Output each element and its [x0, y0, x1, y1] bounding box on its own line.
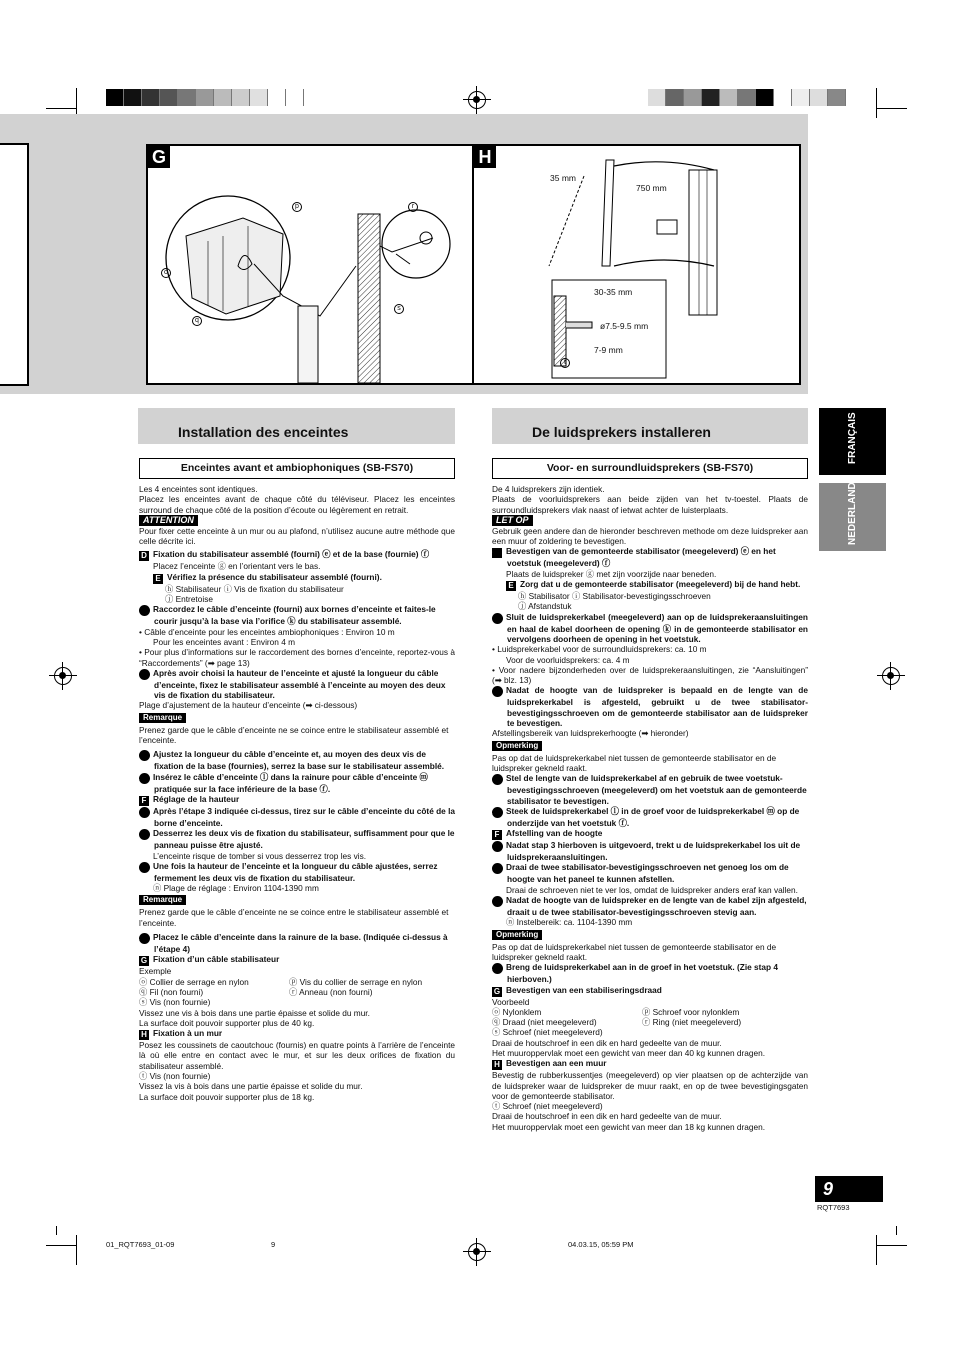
nl-g-text-1: Draai de houtschroef in een dik en hard gedeelte van de muur. [492, 1037, 722, 1048]
f-step-1-icon: 1 [139, 807, 150, 818]
dim-7-9mm: 7-9 mm [594, 345, 623, 355]
callout-q: q [192, 316, 202, 326]
fr-d-title: Fixation du stabilisateur assemblé (fourni) ⓔ et de la base (fournie) ⓕ [153, 549, 430, 560]
nl-g-o: ⓞ Nylonklem [492, 1006, 542, 1017]
step-2-icon: 2 [139, 669, 150, 680]
fr-intro-1: Les 4 enceintes sont identiques. [139, 484, 258, 494]
figure-h [472, 144, 801, 385]
fr-g-q: ⓠ Fil (non fourni) [139, 986, 204, 997]
fr-f-2: Desserrez les deux vis de fixation du stabilisateur, suffisamment pour que le panneau puisse être ajusté. [153, 828, 455, 851]
square-g-icon: G [140, 956, 148, 966]
nl-step-1-b1b: Voor de voorluidsprekers: ca. 4 m [506, 654, 630, 665]
fr-remarque-badge-2: Remarque [139, 895, 186, 905]
fr-e-items: ⓗ Stabilisateur ⓘ Vis de fixation du stabilisateur [165, 583, 344, 594]
color-bar-left [106, 89, 304, 106]
registration-mark-top [468, 91, 486, 109]
fr-step-2-sub: Plage d’ajustement de la hauteur d’enceinte (➡ ci-dessous) [139, 700, 358, 711]
registration-mark-bottom [468, 1243, 486, 1261]
callout-s: s [394, 304, 404, 314]
nl-g-example: Voorbeeld [492, 996, 530, 1007]
nl-intro-2: Plaats de voorluidsprekers aan beide zijden van het tv-toestel. Plaats de surroundluidsprekers vlak naast of ietwat achter de luisterplaats. [492, 494, 808, 515]
fr-f-3-sub: ⓝ Plage de réglage : Environ 1104-1390 mm [153, 883, 319, 894]
nl-f-1: Nadat stap 3 hierboven is uitgevoerd, trekt u de luidsprekerkabel los uit de luidsprekeraansluitingen. [506, 840, 801, 863]
square-f-icon: F [492, 830, 502, 840]
fr-g-o: ⓞ Collier de serrage en nylon [139, 976, 249, 987]
nl-h-title: Bevestigen aan een muur [506, 1058, 607, 1069]
nl-opmerking-2: Pas op dat de luidsprekerkabel niet tussen de gemonteerde stabilisator en de luidspreker gekneld raakt. [492, 941, 777, 962]
fr-g-p: ⓟ Vis du collier de serrage en nylon [289, 976, 423, 987]
tab-nederlands [819, 475, 886, 551]
nl-g-r: ⓡ Ring (niet meegeleverd) [642, 1017, 742, 1028]
section-title-fr: Installation des enceintes [138, 408, 455, 444]
fr-g-r: ⓡ Anneau (non fourni) [289, 986, 373, 997]
fr-step-1-b1b: Pour les enceintes avant : Environ 4 m [153, 636, 296, 647]
nl-step-1: Sluit de luidsprekerkabel (meegeleverd) aan op de luidsprekeraansluitingen en haal de kabel doorheen de opening ⓚ in de gemonteerde stabilisator en vervolgens doorheen de opening in het voetstuk. [506, 611, 808, 644]
nl-g-q: ⓠ Draad (niet meegeleverd) [492, 1017, 597, 1028]
fr-remarque-1: Prenez garde que le câble d’enceinte ne se coince entre le stabilisateur assemblé et l’enceinte. [139, 724, 449, 746]
fr-step-1-b2: • Pour plus d’informations sur le raccordement des bornes d’enceinte, reportez-vous à “Raccordements” (➡ page 13) [139, 647, 455, 668]
square-d-icon: D [492, 548, 502, 558]
subtitle-nl: Voor- en surroundluidsprekers (SB-FS70) [492, 458, 808, 479]
tab-francais-label: FRANÇAIS [847, 412, 858, 464]
nl-h-text-2: Draai de houtschroef in een dik en hard gedeelte van de muur. [492, 1111, 722, 1122]
footer-file: 01_RQT7693_01-09 [106, 1240, 175, 1249]
f-step-4-icon: 4 [492, 963, 503, 974]
column-fr [134, 484, 456, 1102]
fr-step-2: Après avoir choisi la hauteur de l’enceinte et ajusté la longueur du câble d’enceinte, fixez le stabilisateur assemblé à l’enceinte au moyen des deux vis de fixation du stabilisateur. [153, 667, 446, 701]
nl-e-title: Zorg dat u de gemonteerde stabilisator (meegeleverd) bij de hand hebt. [520, 579, 801, 590]
figure-g [146, 144, 474, 385]
nl-e-items: ⓗ Stabilisator ⓘ Stabilisator-bevestigingsschroeven [518, 591, 711, 602]
subtitle-fr: Enceintes avant et ambiophoniques (SB-FS70) [139, 458, 455, 479]
nl-step-1-b2: • Voor nadere bijzonderheden over de luidsprekeraansluitingen, zie “Aansluitingen” (➡ blz. 13) [492, 664, 808, 686]
dim-30-35mm: 30-35 mm [594, 287, 633, 297]
nl-step-2-sub: Afstellingsbereik van luidsprekerhoogte (➡ hieronder) [492, 728, 689, 739]
square-h-icon: H [492, 1060, 502, 1070]
fr-g-text-1: Vissez une vis à bois dans une partie épaisse et solide du mur. [139, 1007, 370, 1018]
step-4-icon: 4 [492, 807, 503, 818]
nl-f-2: Draai de twee stabilisator-bevestigingsschroeven net genoeg los om de hoogte van het paneel te kunnen afstellen. [506, 862, 789, 885]
f-step-2-icon: 2 [139, 829, 150, 840]
fr-h-title: Fixation à un mur [153, 1028, 223, 1039]
step-3-icon: 3 [139, 750, 150, 761]
fr-h-text-1: Posez les coussinets de caoutchouc (fournis) en quatre points à l’arrière de l’enceinte là où elle entre en contact avec le mur, et sur les deux orifices de fixation du stabilisateur assemblé. [139, 1040, 455, 1071]
fr-h-text-2: Vissez la vis à bois dans une partie épaisse et solide du mur. [139, 1081, 363, 1092]
fr-remarque-badge-1: Remarque [139, 713, 186, 723]
registration-mark-right [882, 667, 900, 685]
square-e-icon: E [506, 581, 516, 591]
doc-code: RQT7693 [817, 1203, 850, 1212]
fr-f-title: Réglage de la hauteur [153, 793, 240, 804]
f-step-2-icon: 2 [492, 863, 503, 874]
nl-d-title: Bevestigen van de gemonteerde stabilisator (meegeleverd) ⓔ en het voetstuk (meegeleverd) ⓕ [506, 546, 776, 569]
fr-step-3: Ajustez la longueur du câble d’enceinte et, au moyen des deux vis de fixation de la base (fournies), serrez la base sur le stabilisateur assemblé. [153, 749, 445, 772]
nl-h-t: ⓣ Schroef (niet meegeleverd) [492, 1101, 603, 1112]
registration-mark-left [54, 667, 72, 685]
f-step-3-icon: 3 [492, 896, 503, 907]
fr-remarque-2: Prenez garde que le câble d’enceinte ne se coince entre le stabilisateur assemblé et l’enceinte. [139, 907, 449, 928]
nl-intro-1: De 4 luidsprekers zijn identiek. [492, 484, 605, 494]
nl-g-s: ⓢ Schroef (niet meegeleverd) [492, 1027, 603, 1038]
nl-opmerking-badge-1: Opmerking [492, 741, 542, 751]
fr-step-1: Raccordez le câble d’enceinte (fourni) aux bornes d’enceinte et faites-le courir jusqu’à la base via l’orifice ⓚ du stabilisateur assemblé. [153, 604, 436, 627]
nl-f-3-sub: ⓝ Instelbereik: ca. 1104-1390 mm [506, 917, 633, 928]
nl-step-3: Stel de lengte van de luidsprekerkabel af en gebruik de twee voetstuk-bevestigingsschroeven (meegeleverd) om het voetstuk aan de gemonteerde stabilisator te bevestigen. [506, 773, 807, 806]
nl-step-2: Nadat de hoogte van de luidspreker is bepaald en de lengte van de luidsprekerkabel is afgesteld, gebruikt u de twee stabilisator-bevestigingsschroeven om de gemonteerde stabilisator aan de luidspreker te bevestigen. [506, 685, 808, 729]
fr-step-4: Insérez le câble d’enceinte ⓛ dans la rainure pour câble d’enceinte ⓜ pratiquée sur la face inférieure de la base ⓕ. [153, 771, 428, 794]
fr-g-example: Exemple [139, 966, 172, 977]
step-2-icon: 2 [492, 686, 503, 697]
figure-frame-edge [0, 143, 29, 386]
fr-intro-2: Placez les enceintes avant de chaque côté du téléviseur. Placez les enceintes surround de chaque côté de la position d’écoute ou légèrement en retrait. [139, 494, 455, 515]
dim-35mm: 35 mm [550, 173, 576, 183]
figure-h-label: H [474, 146, 496, 168]
square-f-icon: F [139, 796, 149, 806]
page-number: 9 [815, 1176, 883, 1202]
tab-francais [819, 408, 886, 475]
fr-f-1: Après l’étape 3 indiquée ci-dessus, tirez sur le câble d’enceinte du côté de la borne d’enceinte. [153, 805, 456, 828]
fr-d-sub: Placez l’enceinte ⓖ en l’orientant vers le bas. [153, 561, 321, 572]
fr-f-4: Placez le câble d’enceinte dans la rainure de la base. (Indiquée ci-dessus à l’étape 4) [153, 932, 448, 955]
dim-hole-diameter: ø7.5-9.5 mm [600, 321, 649, 331]
nl-e-item3: ⓙ Afstandstuk [518, 601, 572, 612]
nl-opmerking-badge-2: Opmerking [492, 930, 542, 940]
fr-attention-text: Pour fixer cette enceinte à un mur ou au plafond, n’utilisez aucune autre méthode que celle décrite ici. [139, 525, 455, 547]
square-h-icon: H [139, 1030, 149, 1040]
footer-page: 9 [271, 1240, 276, 1249]
callout-r: r [408, 202, 418, 212]
fr-step-1-b1: • Câble d’enceinte pour les enceintes ambiophoniques : Environ 10 m [139, 626, 395, 637]
square-e-icon: E [153, 574, 163, 584]
step-4-icon: 4 [139, 773, 150, 784]
fr-h-text-3: La surface doit pouvoir supporter plus de 18 kg. [139, 1091, 315, 1102]
section-title-nl: De luidsprekers installeren [492, 408, 808, 444]
nl-h-text-1: Bevestig de rubberkussentjes (meegeleverd) op vier plaatsen op de achterzijde van de luidspreker waar de luidspreker de muur raakt, en op de twee bevestigingsgaten voor de gemonteerde stabilisator. [492, 1070, 808, 1101]
square-d-icon: D [139, 551, 149, 561]
fr-g-title: Fixation d’un câble stabilisateur [153, 954, 280, 965]
nl-letop-text: Gebruik geen andere dan de hieronder beschreven methode om deze luidspreker aan een muur of zoldering te bevestigen. [492, 525, 808, 547]
nl-h-text-3: Het muuroppervlak moet een gewicht van meer dan 18 kg kunnen dragen. [492, 1121, 766, 1132]
color-bar-right [648, 89, 846, 106]
nl-d-sub: Plaats de luidspreker ⓖ met zijn voorzijde naar beneden. [506, 568, 717, 579]
fr-f-3: Une fois la hauteur de l’enceinte et la longueur du câble ajustées, serrez fermement les deux vis de fixation du stabilisateur. [153, 860, 438, 883]
fr-g-text-2: La surface doit pouvoir supporter plus de 40 kg. [139, 1017, 315, 1028]
fr-g-s: ⓢ Vis (non fournie) [139, 997, 211, 1008]
step-1-icon: 1 [492, 613, 503, 624]
fr-e-title: Vérifiez la présence du stabilisateur assemblé (fourni). [167, 571, 382, 582]
fr-attention-badge: ATTENTION [139, 515, 198, 526]
nl-opmerking-1: Pas op dat de luidsprekerkabel niet tussen de gemonteerde stabilisator en de luidspreker gekneld raakt. [492, 752, 777, 773]
footer-timestamp: 04.03.15, 05:59 PM [568, 1240, 634, 1249]
callout-t: t [560, 358, 570, 368]
figure-g-label: G [148, 146, 170, 168]
fr-f-2-sub: L’enceinte risque de tomber si vous desserrez trop les vis. [153, 850, 367, 861]
nl-f-3: Nadat de hoogte van de luidspreker en de lengte van de kabel zijn afgesteld, draait u de twee stabilisator-bevestigingsschroeven stevig aan. [506, 895, 807, 918]
nl-f-2-sub: Draai de schroeven niet te ver los, omdat de luidspreker anders eraf kan vallen. [506, 884, 798, 895]
fr-h-t: ⓣ Vis (non fournie) [139, 1070, 211, 1081]
column-nl [486, 484, 808, 1132]
callout-o: o [161, 268, 171, 278]
nl-g-p: ⓟ Schroef voor nylonklem [642, 1006, 740, 1017]
step-3-icon: 3 [492, 774, 503, 785]
f-step-4-icon: 4 [139, 933, 150, 944]
nl-f-title: Afstelling van de hoogte [506, 828, 603, 839]
nl-step-4: Steek de luidsprekerkabel ⓛ in de groef voor de luidsprekerkabel ⓜ op de onderzijde van het voetstuk ⓕ. [506, 805, 800, 828]
tab-nederlands-label: NEDERLANDS [847, 475, 858, 545]
dim-750mm: 750 mm [636, 183, 667, 193]
fr-e-item3: ⓙ Entretoise [165, 594, 213, 605]
f-step-1-icon: 1 [492, 841, 503, 852]
nl-g-text-2: Het muuroppervlak moet een gewicht van meer dan 40 kg kunnen dragen. [492, 1047, 766, 1058]
nl-letop-badge: LET OP [492, 515, 533, 526]
square-g-icon: G [493, 986, 501, 996]
f-step-3-icon: 3 [139, 862, 150, 873]
nl-step-1-b1: • Luidsprekerkabel voor de surroundluidsprekers: ca. 10 m [492, 644, 707, 655]
nl-g-title: Bevestigen van een stabiliseringsdraad [506, 984, 662, 995]
nl-f-4: Breng de luidsprekerkabel aan in de groef in het voetstuk. (Zie stap 4 hierboven.) [506, 962, 779, 985]
step-1-icon: 1 [139, 605, 150, 616]
callout-p: p [292, 202, 302, 212]
